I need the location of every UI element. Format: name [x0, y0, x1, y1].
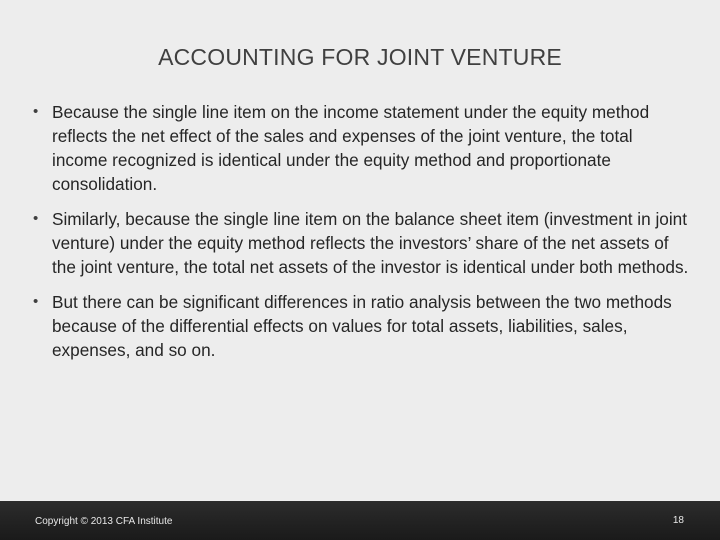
- footer-bar: [0, 501, 720, 540]
- bullet-text: But there can be significant differences in ratio analysis between the two methods because of the differential effects on values for total assets, liabilities, sales, expenses, and so on.: [52, 292, 672, 360]
- page-number: 18: [672, 515, 684, 526]
- bullet-item: [30, 290, 690, 362]
- bullet-icon: •: [33, 293, 39, 310]
- bullet-icon: •: [33, 103, 39, 120]
- slide-title: ACCOUNTING FOR JOINT VENTURE: [158, 44, 562, 70]
- bullet-item: [30, 100, 690, 196]
- copyright-text: Copyright © 2013 CFA Institute: [35, 516, 173, 527]
- bullet-icon: •: [33, 210, 39, 227]
- bullet-list: [30, 100, 690, 373]
- bullet-item: [30, 207, 690, 279]
- bullet-text: Similarly, because the single line item on the balance sheet item (investment in joint venture) under the equity method reflects the investors’ share of the net assets of the joint venture, the total net assets of the investor is identical under both methods.: [52, 209, 689, 277]
- bullet-text: Because the single line item on the income statement under the equity method reflects the net effect of the sales and expenses of the joint venture, the total income recognized is identical under the equity method and proportionate consolidation.: [52, 102, 650, 194]
